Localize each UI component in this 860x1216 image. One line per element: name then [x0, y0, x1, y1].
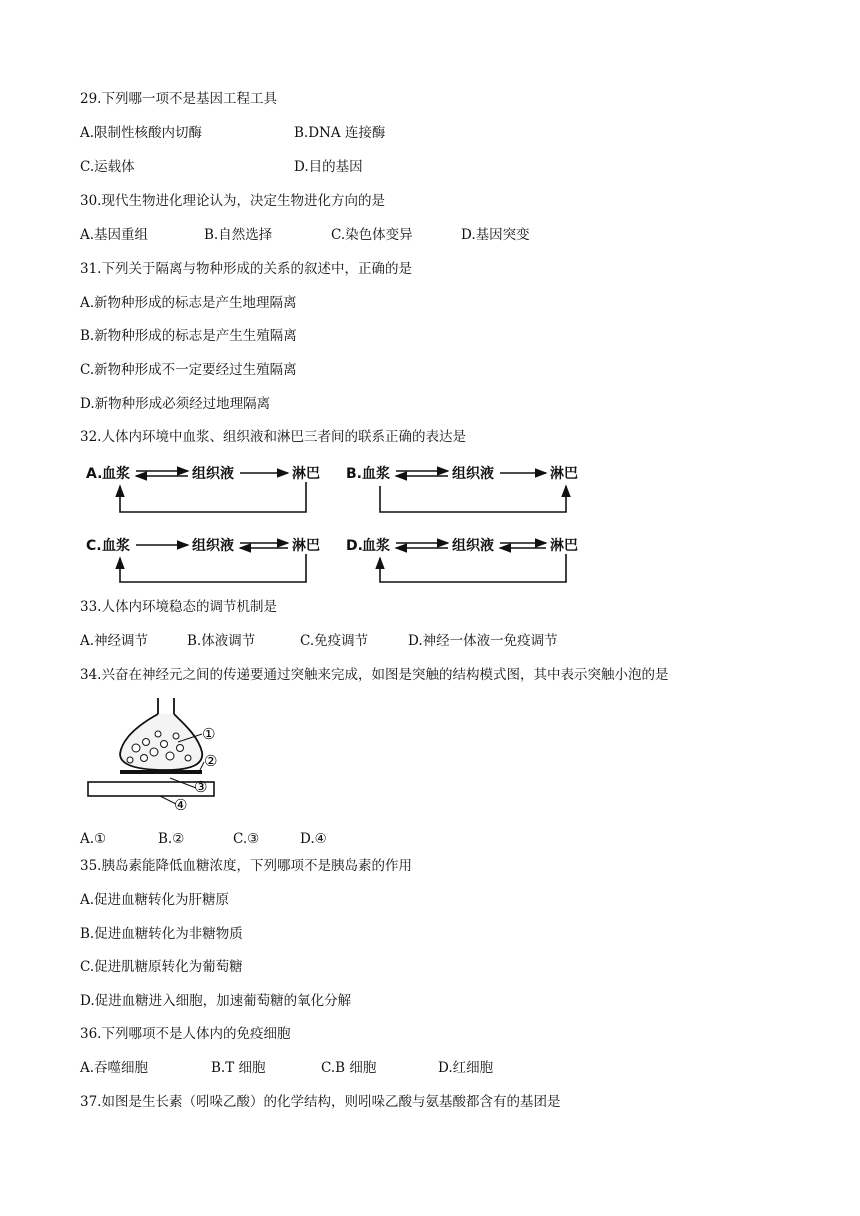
diagram-b-letter: B. — [346, 466, 362, 482]
diagram-c — [86, 537, 320, 582]
q29-option-c: C.运载体 — [80, 159, 135, 175]
question-30-stem: 30.现代生物进化理论认为，决定生物进化方向的是 — [80, 193, 385, 209]
q29-option-a: A.限制性核酸内切酶 — [80, 125, 203, 141]
question-29-stem: 29.下列哪一项不是基因工程工具 — [80, 91, 277, 107]
q34-option-a: A.① — [80, 831, 107, 847]
q35-option-d: D.促进血糖进入细胞，加速葡萄糖的氧化分解 — [80, 993, 352, 1009]
q34-option-b: B.② — [158, 831, 185, 847]
diagram-a-lymph: 淋巴 — [292, 466, 320, 482]
q30-option-a: A.基因重组 — [80, 227, 149, 243]
diagram-a-tissue-fluid: 组织液 — [192, 466, 234, 482]
q36-option-a: A.吞噬细胞 — [80, 1060, 149, 1076]
q33-option-c: C.免疫调节 — [300, 633, 369, 649]
question-32-stem: 32.人体内环境中血浆、组织液和淋巴三者间的联系正确的表达是 — [80, 429, 466, 445]
q35-option-a: A.促进血糖转化为肝糖原 — [80, 892, 230, 908]
diagram-b — [346, 465, 578, 512]
q33-option-d: D.神经一体液一免疫调节 — [408, 633, 558, 649]
q35-option-c: C.促进肌糖原转化为葡萄糖 — [80, 959, 243, 975]
label-1: ① — [202, 725, 216, 743]
q31-option-c: C.新物种形成不一定要经过生殖隔离 — [80, 362, 297, 378]
label-3: ③ — [194, 778, 208, 796]
q31-option-d: D.新物种形成必须经过地理隔离 — [80, 396, 271, 412]
diagram-b-tissue-fluid: 组织液 — [452, 466, 494, 482]
diagram-d-tissue-fluid: 组织液 — [452, 538, 494, 554]
diagram-d-lymph: 淋巴 — [550, 538, 578, 554]
diagram-a-arrow-lymph-to-plasma — [120, 482, 306, 512]
question-35-stem: 35.胰岛素能降低血糖浓度，下列哪项不是胰岛素的作用 — [80, 858, 412, 874]
diagram-c-arrow-lymph-to-plasma — [120, 554, 306, 582]
presynaptic-membrane — [120, 770, 202, 774]
q30-option-c: C.染色体变异 — [331, 227, 413, 243]
question-31-stem: 31.下列关于隔离与物种形成的关系的叙述中，正确的是 — [80, 261, 412, 277]
diagram-d-letter: D. — [346, 538, 363, 554]
q36-option-c: C.B 细胞 — [321, 1060, 377, 1076]
q30-option-b: B.自然选择 — [204, 227, 273, 243]
diagram-a-plasma: 血浆 — [102, 466, 130, 482]
q33-option-a: A.神经调节 — [80, 633, 149, 649]
diagram-d — [346, 537, 578, 582]
diagram-d-plasma: 血浆 — [362, 538, 390, 554]
synapse-structure-figure — [80, 698, 230, 820]
q29-option-d: D.目的基因 — [294, 159, 363, 175]
diagram-b-plasma: 血浆 — [362, 466, 390, 482]
q34-option-d: D.④ — [300, 831, 327, 847]
q36-option-d: D.红细胞 — [438, 1060, 494, 1076]
q31-option-a: A.新物种形成的标志是产生地理隔离 — [80, 295, 297, 311]
diagram-b-arrow-plasma-to-lymph — [380, 486, 566, 512]
label-4: ④ — [174, 796, 188, 814]
q35-option-b: B.促进血糖转化为非糖物质 — [80, 926, 243, 942]
q31-option-b: B.新物种形成的标志是产生生殖隔离 — [80, 328, 297, 344]
diagram-a — [86, 465, 320, 512]
question-34-stem: 34.兴奋在神经元之间的传递要通过突触来完成，如图是突触的结构模式图，其中表示突触小泡的是 — [80, 667, 669, 683]
diagram-b-lymph: 淋巴 — [550, 466, 578, 482]
q36-option-b: B.T 细胞 — [211, 1060, 266, 1076]
question-36-stem: 36.下列哪项不是人体内的免疫细胞 — [80, 1026, 291, 1042]
q29-option-b: B.DNA 连接酶 — [294, 125, 386, 141]
diagram-c-letter: C. — [86, 538, 102, 554]
question-33-stem: 33.人体内环境稳态的调节机制是 — [80, 599, 277, 615]
diagram-c-lymph: 淋巴 — [292, 538, 320, 554]
q30-option-d: D.基因突变 — [461, 227, 530, 243]
label-2: ② — [204, 752, 218, 770]
diagram-c-tissue-fluid: 组织液 — [192, 538, 234, 554]
fluid-relationship-diagrams — [80, 460, 590, 586]
q33-option-b: B.体液调节 — [187, 633, 256, 649]
q34-option-c: C.③ — [233, 831, 260, 847]
question-37-stem: 37.如图是生长素（吲哚乙酸）的化学结构，则吲哚乙酸与氨基酸都含有的基团是 — [80, 1094, 561, 1110]
diagram-c-plasma: 血浆 — [102, 538, 130, 554]
diagram-d-arrow-lymph-to-plasma — [380, 554, 566, 582]
diagram-a-letter: A. — [86, 466, 103, 482]
